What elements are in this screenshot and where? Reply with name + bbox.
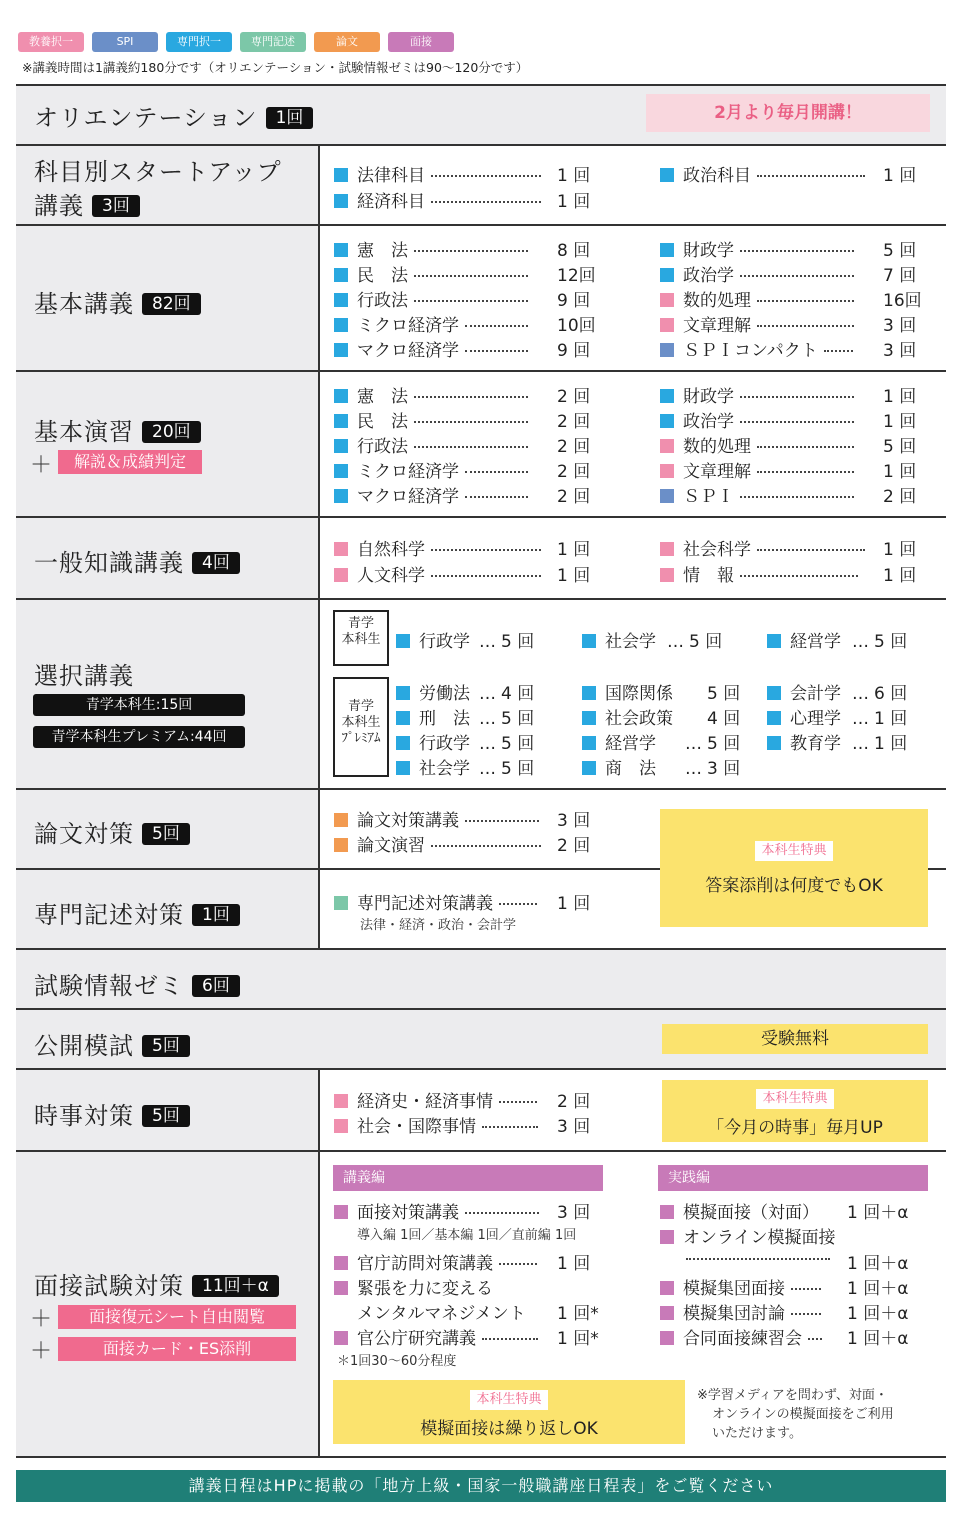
list-item: 論文対策講義 — [334, 806, 545, 831]
list-item — [396, 679, 534, 704]
item-name: 憲 法 — [357, 241, 408, 261]
written-subjects: 法律・経済・政治・会計学 — [360, 918, 517, 933]
current-badge: 5回 — [142, 1105, 190, 1127]
item-name: 文章理解 — [683, 462, 751, 482]
item-count: 1 回＋α — [847, 1329, 909, 1349]
divider — [928, 868, 946, 870]
item-count: 1 回 — [557, 894, 591, 914]
item-count: 5 回 — [883, 241, 917, 261]
color-marker — [396, 761, 410, 775]
legend-ronbun: 論文 — [314, 32, 380, 52]
interview-extra-1: 面接復元シート自由閲覧 — [58, 1305, 296, 1329]
lecture-time-note: ※講義時間は1講義約180分です（オリエンテーション・試験情報ゼミは90〜120分です） — [22, 60, 529, 75]
practice-header: 実践編 — [658, 1165, 928, 1191]
item-count: 1 回 — [883, 412, 917, 432]
divider — [16, 224, 946, 226]
item-count: 4 回 — [501, 684, 535, 704]
list-item: 社会・国際事情 — [334, 1112, 544, 1137]
basic-lecture-title: 基本講義 82回 — [34, 284, 201, 319]
startup-badge: 3回 — [92, 195, 140, 217]
interview-note-1: ※学習メディアを問わず、対面・ — [697, 1388, 888, 1403]
item-name: 文章理解 — [683, 316, 751, 336]
item-name: マクロ経済学 — [357, 487, 459, 507]
essay-bonus-text: 答案添削は何度でもOK — [705, 876, 883, 896]
color-marker — [767, 711, 781, 725]
item-count: 9 回 — [557, 291, 591, 311]
mock-title: 公開模試 5回 — [34, 1026, 190, 1061]
lecture-breakdown: 導入編 1回／基本編 1回／直前編 1回 — [357, 1228, 577, 1243]
interview-note-2: オンラインの模擬面接をご利用 — [712, 1407, 894, 1422]
color-marker — [582, 736, 596, 750]
list-item-cont: メンタルマネジメント — [357, 1304, 526, 1324]
item-count: 1 回* — [557, 1304, 599, 1324]
item-count: 6 回 — [874, 684, 908, 704]
interview-title: 面接試験対策 11回＋α — [34, 1266, 279, 1301]
item-count: 4 回 — [707, 709, 741, 729]
divider — [16, 1008, 946, 1010]
written-badge: 1回 — [192, 904, 240, 926]
legend-mensetsu: 面接 — [388, 32, 454, 52]
essay-title: 論文対策 5回 — [34, 814, 190, 849]
elective-bar-standard: 青学本科生:15回 — [33, 694, 245, 716]
list-item — [334, 482, 534, 507]
color-marker — [582, 761, 596, 775]
item-count: 1 回 — [557, 540, 591, 560]
item-separator: … — [479, 684, 496, 704]
color-marker — [334, 489, 348, 503]
color-marker — [660, 343, 674, 357]
divider — [16, 598, 946, 600]
essay-badge: 5回 — [142, 823, 190, 845]
basic-exercise-extra: 解説＆成績判定 — [58, 450, 202, 474]
item-separator: … — [667, 632, 684, 652]
footer-banner: 講義日程はHPに掲載の「地方上級・国家一般職講座日程表」をご覧ください — [16, 1470, 946, 1502]
item-separator: … — [852, 632, 869, 652]
item-name: マクロ経済学 — [357, 341, 459, 361]
color-marker — [660, 293, 674, 307]
item-separator: … — [852, 709, 869, 729]
item-name: 政治学 — [683, 412, 734, 432]
list-item — [582, 627, 722, 652]
item-name: 数的処理 — [683, 437, 751, 457]
plus-icon: ＋ — [30, 1307, 53, 1332]
list-item — [660, 457, 860, 482]
item-count: 1 回 — [883, 166, 917, 186]
item-count: 16回 — [883, 291, 922, 311]
item-name: 社会政策 — [605, 709, 673, 729]
bonus-tag: 本科生特典 — [470, 1390, 547, 1410]
divider — [16, 788, 946, 790]
elective-title: 選択講義 — [34, 662, 134, 690]
plus-icon: ＋ — [30, 1339, 53, 1364]
startup-title-2: 講義 3回 — [34, 186, 140, 221]
list-item — [334, 311, 534, 336]
orientation-badge: 1回 — [266, 107, 314, 129]
color-marker — [660, 389, 674, 403]
interview-badge: 11回＋α — [192, 1275, 279, 1297]
color-marker — [396, 686, 410, 700]
item-separator: … — [852, 684, 869, 704]
list-item — [767, 704, 907, 729]
item-name: 労働法 — [419, 684, 470, 704]
dot-leader — [686, 1249, 830, 1269]
list-item: オンライン模擬面接 — [660, 1223, 836, 1248]
list-item — [660, 286, 860, 311]
color-marker — [334, 464, 348, 478]
subject-box-premium: 青学 本科生 ﾌﾟﾚﾐｱﾑ — [333, 677, 389, 777]
orientation-banner: 2月より毎月開講！ — [646, 94, 930, 132]
item-count: 5 回 — [501, 709, 535, 729]
item-count: 8 回 — [557, 241, 591, 261]
legend-senmon-kijutsu: 専門記述 — [240, 32, 306, 52]
divider — [16, 516, 946, 518]
list-item — [660, 407, 860, 432]
item-count: 10回 — [557, 316, 596, 336]
general-badge: 4回 — [192, 552, 240, 574]
item-count: 2 回 — [557, 1092, 591, 1112]
item-count: 1 回 — [557, 1254, 591, 1274]
item-count: 1 回 — [883, 566, 917, 586]
item-count: 7 回 — [883, 266, 917, 286]
list-item — [582, 754, 740, 779]
list-item: 情 報 — [660, 561, 864, 586]
item-name: 会計学 — [790, 684, 841, 704]
color-marker — [396, 736, 410, 750]
item-count: 5 回 — [707, 734, 741, 754]
item-name: 行政学 — [419, 734, 470, 754]
color-marker — [334, 414, 348, 428]
item-name: 行政学 — [419, 632, 470, 652]
list-item — [582, 729, 740, 754]
list-item — [660, 382, 860, 407]
list-item: 模擬集団討論 — [660, 1299, 827, 1324]
item-count: 1 回 — [874, 709, 908, 729]
divider — [16, 868, 660, 870]
mock-free-banner: 受験無料 — [662, 1024, 928, 1054]
list-item: 合同面接練習会 — [660, 1324, 828, 1349]
item-count: 3 回 — [557, 811, 591, 831]
item-count: 3 回 — [883, 316, 917, 336]
item-separator: … — [479, 632, 496, 652]
list-item: 自然科学 — [334, 535, 547, 560]
color-marker — [660, 489, 674, 503]
item-name: 民 法 — [357, 266, 408, 286]
lecture-note: ＊1回30〜60分程度 — [337, 1354, 457, 1369]
list-item — [660, 311, 860, 336]
current-bonus-box — [662, 1080, 928, 1142]
list-item — [396, 704, 534, 729]
list-item — [334, 457, 534, 482]
color-marker — [660, 464, 674, 478]
item-count: 1 回* — [557, 1329, 599, 1349]
list-item — [660, 432, 860, 457]
item-count: 1 回＋α — [847, 1279, 909, 1299]
list-item — [396, 729, 534, 754]
lecture-header: 講義編 — [333, 1165, 603, 1191]
basic-exercise-title: 基本演習 20回 — [34, 412, 201, 447]
column-divider — [318, 1068, 320, 1458]
list-item — [334, 432, 534, 457]
divider — [16, 144, 946, 146]
list-item — [767, 679, 907, 704]
color-marker — [582, 634, 596, 648]
list-item — [396, 627, 534, 652]
item-count: 1 回 — [557, 166, 591, 186]
list-item: 人文科学 — [334, 561, 547, 586]
item-count: 1 回＋α — [847, 1304, 909, 1324]
color-marker — [334, 343, 348, 357]
color-marker — [582, 686, 596, 700]
list-item: 論文演習 — [334, 831, 547, 856]
list-item — [334, 407, 534, 432]
item-name: 社会学 — [419, 759, 470, 779]
item-count: 2 回 — [557, 836, 591, 856]
list-item: 緊張を力に変える — [334, 1274, 493, 1299]
item-count: 5 回 — [501, 734, 535, 754]
item-name: 社会学 — [605, 632, 656, 652]
item-count: 1 回＋α — [847, 1203, 909, 1223]
color-marker — [334, 389, 348, 403]
color-marker — [660, 439, 674, 453]
item-count: 5 回 — [707, 684, 741, 704]
item-separator: … — [685, 734, 702, 754]
list-item — [396, 754, 534, 779]
item-name: 教育学 — [790, 734, 841, 754]
list-item: 専門記述対策講義 — [334, 889, 543, 914]
startup-title: 科目別スタートアップ — [34, 158, 282, 186]
list-item: 経済科目 — [334, 187, 547, 212]
essay-bonus-box — [660, 809, 928, 927]
color-marker — [334, 268, 348, 282]
item-name: 経営学 — [790, 632, 841, 652]
color-marker — [767, 736, 781, 750]
list-item — [334, 336, 534, 361]
color-marker — [396, 634, 410, 648]
item-count: 2 回 — [557, 487, 591, 507]
item-name: 国際関係 — [605, 684, 673, 704]
item-name: 経営学 — [605, 734, 656, 754]
list-item: 法律科目 — [334, 161, 547, 186]
interview-left — [16, 1152, 318, 1456]
item-name: ＳＰＩ — [683, 487, 734, 507]
item-count: 3 回 — [883, 341, 917, 361]
item-count: 5 回 — [874, 632, 908, 652]
legend-senmon-taku: 専門択一 — [166, 32, 232, 52]
item-count: 12回 — [557, 266, 596, 286]
list-item: 模擬集団面接 — [660, 1274, 827, 1299]
bonus-tag: 本科生特典 — [755, 841, 832, 861]
color-marker — [767, 686, 781, 700]
item-name: 財政学 — [683, 241, 734, 261]
legend-kyoyo: 教養択一 — [18, 32, 84, 52]
item-name: ミクロ経済学 — [357, 462, 459, 482]
item-separator: … — [479, 734, 496, 754]
item-count: 3 回 — [557, 1117, 591, 1137]
color-marker — [396, 711, 410, 725]
color-marker — [660, 318, 674, 332]
list-item — [660, 261, 860, 286]
list-item — [660, 336, 859, 361]
item-name: 商 法 — [605, 759, 656, 779]
item-name: 憲 法 — [357, 387, 408, 407]
list-item: 官公庁研究講義 — [334, 1324, 544, 1349]
list-item — [767, 729, 907, 754]
item-name: 財政学 — [683, 387, 734, 407]
item-name: 政治学 — [683, 266, 734, 286]
item-count: 5 回 — [501, 759, 535, 779]
elective-bar-premium: 青学本科生プレミアム:44回 — [33, 726, 245, 748]
mock-badge: 5回 — [142, 1035, 190, 1057]
written-title: 専門記述対策 1回 — [34, 895, 240, 930]
general-title: 一般知識講義 4回 — [34, 543, 240, 578]
divider — [16, 84, 946, 86]
item-count: 1 回＋α — [847, 1254, 909, 1274]
basic-lecture-badge: 82回 — [142, 293, 201, 315]
current-bonus-text: 「今月の時事」毎月UP — [707, 1118, 883, 1138]
interview-bonus-box — [333, 1380, 685, 1444]
divider — [16, 1456, 946, 1458]
color-marker — [582, 711, 596, 725]
item-name: 数的処理 — [683, 291, 751, 311]
item-count: 1 回 — [883, 540, 917, 560]
color-marker — [767, 634, 781, 648]
item-name: ＳＰＩコンパクト — [683, 341, 818, 361]
exam-seminar-title: 試験情報ゼミ 6回 — [34, 966, 240, 1001]
item-count: 2 回 — [557, 387, 591, 407]
color-marker — [334, 293, 348, 307]
item-count: 3 回 — [707, 759, 741, 779]
bonus-tag: 本科生特典 — [756, 1089, 833, 1109]
color-marker — [660, 414, 674, 428]
item-count: 9 回 — [557, 341, 591, 361]
interview-note-3: いただけます。 — [712, 1426, 802, 1441]
basic-exercise-badge: 20回 — [142, 421, 201, 443]
item-name: 行政法 — [357, 291, 408, 311]
interview-bonus-text: 模擬面接は繰り返しOK — [420, 1419, 598, 1439]
item-count: 5 回 — [883, 437, 917, 457]
item-count: 2 回 — [557, 412, 591, 432]
item-count: 3 回 — [557, 1203, 591, 1223]
current-title: 時事対策 5回 — [34, 1096, 190, 1131]
divider — [16, 948, 946, 950]
plus-icon: ＋ — [30, 453, 53, 478]
item-separator: … — [685, 759, 702, 779]
item-count: 2 回 — [557, 462, 591, 482]
item-count: 5 回 — [501, 632, 535, 652]
legend — [18, 32, 454, 52]
item-count: 1 回 — [874, 734, 908, 754]
divider — [16, 1150, 946, 1152]
list-item — [334, 286, 534, 311]
item-name: 心理学 — [790, 709, 841, 729]
color-marker — [334, 318, 348, 332]
list-item — [767, 627, 907, 652]
list-item — [334, 382, 534, 407]
list-item: 官庁訪問対策講義 — [334, 1249, 543, 1274]
list-item: 政治科目 — [660, 161, 871, 186]
list-item: 経済史・経済事情 — [334, 1087, 543, 1112]
item-count: 2 回 — [883, 487, 917, 507]
item-name: ミクロ経済学 — [357, 316, 459, 336]
item-count: 5 回 — [689, 632, 723, 652]
item-separator: … — [852, 734, 869, 754]
color-marker — [334, 243, 348, 257]
divider — [16, 1068, 946, 1070]
item-count: 1 回 — [883, 387, 917, 407]
item-separator: … — [479, 759, 496, 779]
item-count: 1 回 — [557, 566, 591, 586]
color-marker — [660, 268, 674, 282]
list-item — [582, 704, 740, 729]
list-item — [660, 482, 860, 507]
item-name: 刑 法 — [419, 709, 470, 729]
list-item: 社会科学 — [660, 535, 871, 560]
item-name: 民 法 — [357, 412, 408, 432]
list-item — [334, 236, 534, 261]
list-item — [660, 236, 860, 261]
legend-spi: SPI — [92, 32, 158, 52]
orientation-title: オリエンテーション 1回 — [34, 98, 313, 133]
column-divider — [318, 144, 320, 950]
list-item: 面接対策講義 — [334, 1198, 545, 1223]
divider — [16, 370, 946, 372]
subject-box-standard: 青学 本科生 — [333, 610, 389, 666]
color-marker — [660, 243, 674, 257]
color-marker — [334, 439, 348, 453]
item-count: 1 回 — [883, 462, 917, 482]
list-item: 模擬面接（対面） — [660, 1198, 819, 1223]
item-separator: … — [479, 709, 496, 729]
exam-seminar-badge: 6回 — [192, 975, 240, 997]
item-count: 1 回 — [557, 192, 591, 212]
list-item — [334, 261, 534, 286]
item-name: 行政法 — [357, 437, 408, 457]
list-item — [582, 679, 740, 704]
item-count: 2 回 — [557, 437, 591, 457]
interview-extra-2: 面接カード・ES添削 — [58, 1337, 296, 1361]
